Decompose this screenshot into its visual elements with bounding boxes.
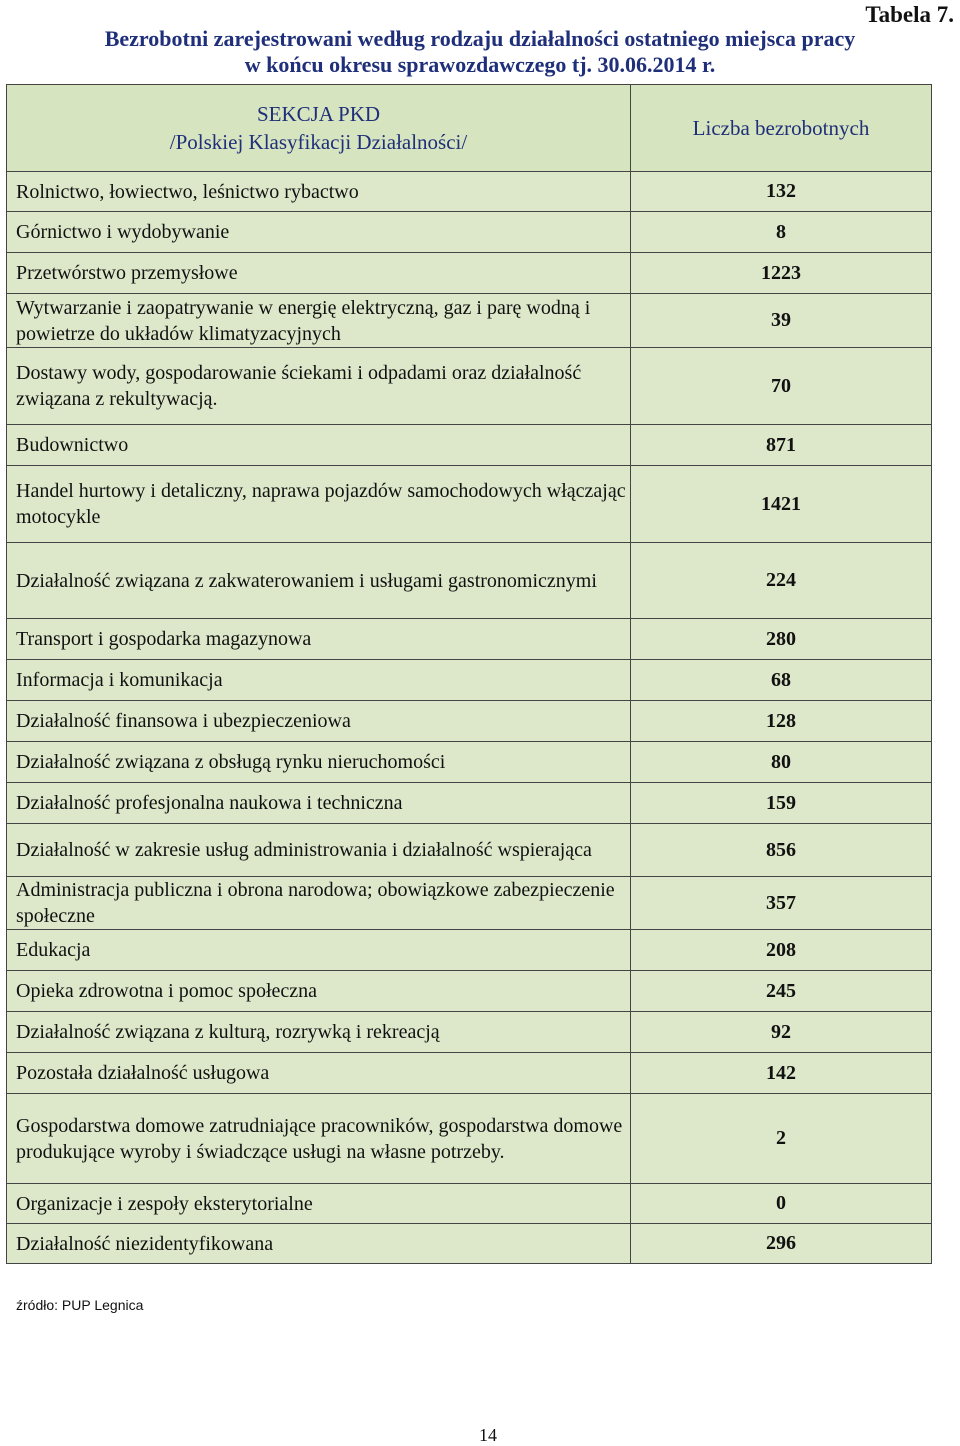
section-name-cell: Działalność w zakresie usług administrowania i działalność wspierająca — [7, 824, 631, 877]
section-name-cell: Opieka zdrowotna i pomoc społeczna — [7, 971, 631, 1012]
section-name-cell: Działalność związana z zakwaterowaniem i usługami gastronomicznymi — [7, 543, 631, 619]
unemployed-count-cell: 245 — [631, 971, 932, 1012]
unemployed-count-cell: 80 — [631, 742, 932, 783]
section-name-cell: Transport i gospodarka magazynowa — [7, 619, 631, 660]
table-row — [7, 425, 932, 466]
section-name-cell: Budownictwo — [7, 425, 631, 466]
section-name-cell: Administracja publiczna i obrona narodowa; obowiązkowe zabezpieczenie społeczne — [7, 877, 631, 930]
section-name-cell: Edukacja — [7, 930, 631, 971]
section-name-cell: Pozostała działalność usługowa — [7, 1053, 631, 1094]
unemployment-table — [6, 84, 932, 1264]
unemployed-count-cell: 92 — [631, 1012, 932, 1053]
section-name-cell: Dostawy wody, gospodarowanie ściekami i odpadami oraz działalność związana z rekultywacją. — [7, 348, 631, 425]
table-row — [7, 212, 932, 253]
page-number: 14 — [479, 1425, 497, 1445]
section-name-cell: Działalność związana z obsługą rynku nieruchomości — [7, 742, 631, 783]
table-body — [7, 172, 932, 1264]
table-header-row — [7, 85, 932, 172]
unemployed-count-cell: 68 — [631, 660, 932, 701]
section-name-cell: Informacja i komunikacja — [7, 660, 631, 701]
unemployed-count-cell: 1223 — [631, 253, 932, 294]
unemployed-count-cell: 357 — [631, 877, 932, 930]
header-section-pkd-line2: /Polskiej Klasyfikacji Działalności/ — [169, 130, 468, 154]
table-row — [7, 619, 932, 660]
title-line-2: w końcu okresu sprawozdawczego tj. 30.06.2014 r. — [244, 52, 716, 77]
table-row — [7, 742, 932, 783]
table-row — [7, 701, 932, 742]
section-name-cell: Gospodarstwa domowe zatrudniające pracowników, gospodarstwa domowe produkujące wyroby i świadczące usługi na własne potrzeby. — [7, 1094, 631, 1184]
section-name-cell: Działalność związana z kulturą, rozrywką i rekreacją — [7, 1012, 631, 1053]
section-name-cell: Działalność profesjonalna naukowa i techniczna — [7, 783, 631, 824]
unemployed-count-cell: 1421 — [631, 466, 932, 543]
section-name-cell: Górnictwo i wydobywanie — [7, 212, 631, 253]
table-row — [7, 348, 932, 425]
unemployed-count-cell: 70 — [631, 348, 932, 425]
table-row — [7, 1094, 932, 1184]
section-name-cell: Wytwarzanie i zaopatrywanie w energię elektryczną, gaz i parę wodną i powietrze do układów klimatyzacyjnych — [7, 294, 631, 348]
unemployed-count-cell: 856 — [631, 824, 932, 877]
unemployed-count-cell: 224 — [631, 543, 932, 619]
table-row — [7, 1053, 932, 1094]
table-title — [0, 26, 960, 78]
header-section-pkd-line1: SEKCJA PKD — [256, 102, 381, 126]
section-name-cell: Działalność niezidentyfikowana — [7, 1224, 631, 1264]
table-row — [7, 543, 932, 619]
unemployed-count-cell: 296 — [631, 1224, 932, 1264]
section-name-cell: Organizacje i zespoły eksterytorialne — [7, 1184, 631, 1224]
table-row — [7, 466, 932, 543]
table-row — [7, 172, 932, 212]
unemployed-count-cell: 8 — [631, 212, 932, 253]
unemployed-count-cell: 142 — [631, 1053, 932, 1094]
unemployed-count-cell: 2 — [631, 1094, 932, 1184]
unemployed-count-cell: 208 — [631, 930, 932, 971]
section-name-cell: Przetwórstwo przemysłowe — [7, 253, 631, 294]
unemployed-count-cell: 280 — [631, 619, 932, 660]
table-number-label: Tabela 7. — [865, 2, 954, 27]
section-name-cell: Handel hurtowy i detaliczny, naprawa pojazdów samochodowych włączając motocykle — [7, 466, 631, 543]
table-row — [7, 824, 932, 877]
unemployed-count-cell: 871 — [631, 425, 932, 466]
unemployed-count-cell: 39 — [631, 294, 932, 348]
section-name-cell: Rolnictwo, łowiectwo, leśnictwo rybactwo — [7, 172, 631, 212]
table-row — [7, 1184, 932, 1224]
header-unemployed-count: Liczba bezrobotnych — [631, 85, 932, 172]
table-row — [7, 877, 932, 930]
unemployed-count-cell: 128 — [631, 701, 932, 742]
unemployed-count-cell: 0 — [631, 1184, 932, 1224]
table-row — [7, 1224, 932, 1264]
source-note: źródło: PUP Legnica — [16, 1297, 144, 1313]
table-row — [7, 294, 932, 348]
table-row — [7, 253, 932, 294]
table-row — [7, 930, 932, 971]
unemployed-count-cell: 159 — [631, 783, 932, 824]
table-row — [7, 1012, 932, 1053]
table-row — [7, 971, 932, 1012]
table-row — [7, 783, 932, 824]
header-section-pkd — [7, 85, 631, 172]
section-name-cell: Działalność finansowa i ubezpieczeniowa — [7, 701, 631, 742]
unemployed-count-cell: 132 — [631, 172, 932, 212]
title-line-1: Bezrobotni zarejestrowani według rodzaju działalności ostatniego miejsca pracy — [104, 26, 856, 51]
table-row — [7, 660, 932, 701]
